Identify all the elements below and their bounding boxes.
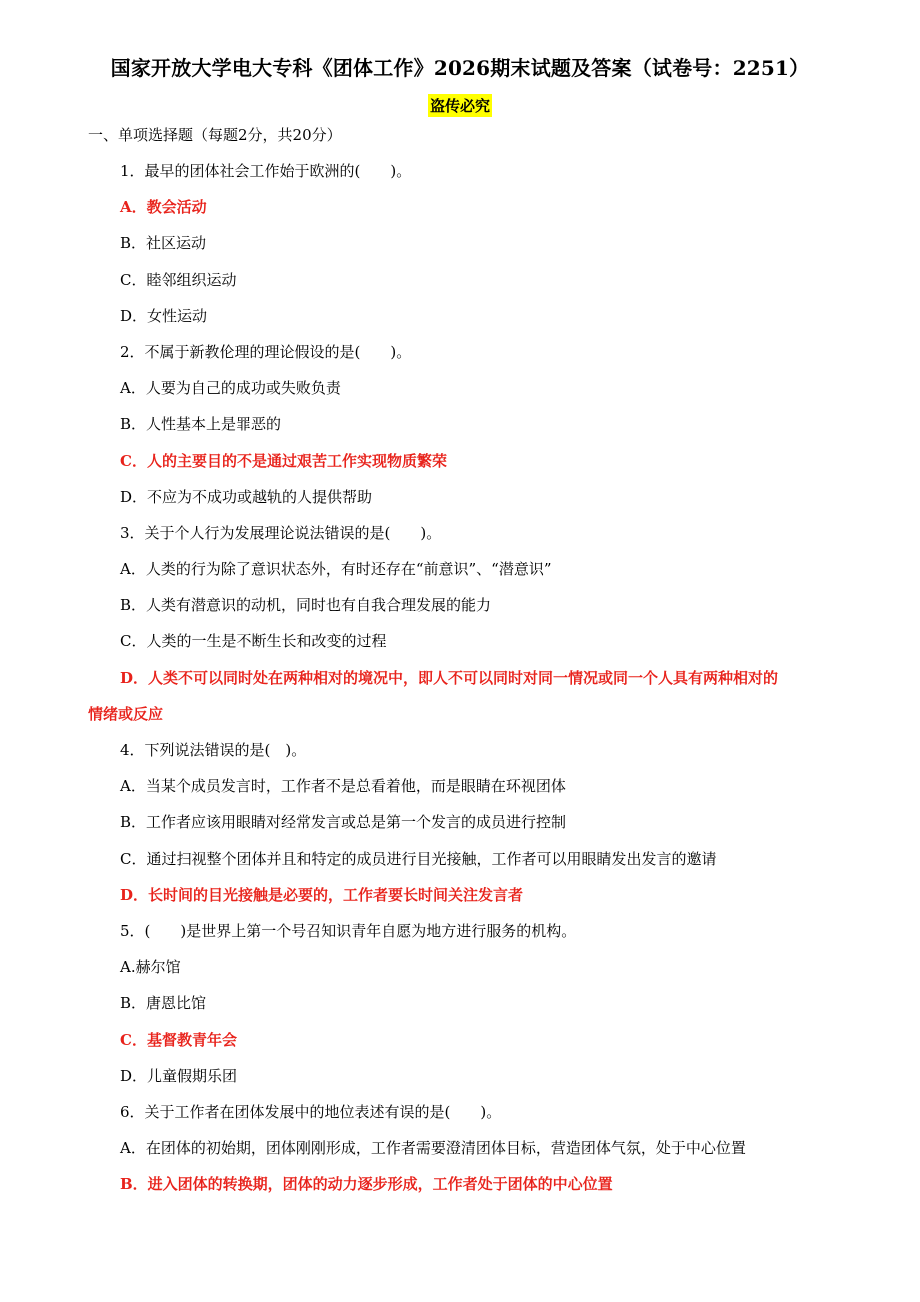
question-line: 4．下列说法错误的是( )。 xyxy=(120,741,307,759)
question-line: B．唐恩比馆 xyxy=(120,994,207,1013)
section-heading: 一、单项选择题（每题2分，共20分） xyxy=(88,126,342,144)
answer-option: C．基督教青年会 xyxy=(120,1030,237,1049)
question-line: A．当某个成员发言时，工作者不是总看着他，而是眼睛在环视团体 xyxy=(120,777,566,796)
question-line: A．人要为自己的成功或失败负责 xyxy=(120,379,341,398)
question-line: 3．关于个人行为发展理论说法错误的是( )。 xyxy=(120,523,442,542)
document-title: 国家开放大学电大专科《团体工作》2026期末试题及答案（试卷号：2251） xyxy=(110,56,810,80)
question-line: 2．不属于新教伦理的理论假设的是( )。 xyxy=(120,342,412,361)
question-line: D．女性运动 xyxy=(120,306,208,325)
answer-option: A．教会活动 xyxy=(120,198,207,217)
question-line: D．不应为不成功或越轨的人提供帮助 xyxy=(120,487,373,506)
question-line: B．人类有潜意识的动机，同时也有自我合理发展的能力 xyxy=(120,596,492,615)
question-line: C．人类的一生是不断生长和改变的过程 xyxy=(120,632,387,651)
question-line: B．社区运动 xyxy=(120,234,207,253)
question-line: B．工作者应该用眼睛对经常发言或总是第一个发言的成员进行控制 xyxy=(120,813,567,832)
answer-option-continued: 情绪或反应 xyxy=(88,704,164,723)
answer-option: B．进入团体的转换期，团体的动力逐步形成，工作者处于团体的中心位置 xyxy=(120,1175,613,1194)
question-line: D．儿童假期乐团 xyxy=(120,1066,238,1085)
answer-option: D．长时间的目光接触是必要的，工作者要长时间关注发言者 xyxy=(120,885,524,904)
watermark-label: 盗传必究 xyxy=(428,94,492,117)
question-list xyxy=(0,160,920,1209)
answer-option: D．人类不可以同时处在两种相对的境况中，即人不可以同时对同一情况或同一个人具有两种相对的 xyxy=(120,668,779,687)
question-line: B．人性基本上是罪恶的 xyxy=(120,415,282,434)
question-line: C．睦邻组织运动 xyxy=(120,270,237,289)
question-line: 1．最早的团体社会工作始于欧洲的( )。 xyxy=(120,162,412,180)
question-line: C．通过扫视整个团体并且和特定的成员进行目光接触，工作者可以用眼睛发出发言的邀请 xyxy=(120,849,717,868)
question-line: A．人类的行为除了意识状态外，有时还存在“前意识”、“潜意识” xyxy=(120,560,552,579)
watermark-container xyxy=(0,94,920,117)
question-line: 5．( )是世界上第一个号召知识青年自愿为地方进行服务的机构。 xyxy=(120,921,577,940)
question-line: 6．关于工作者在团体发展中的地位表述有误的是( )。 xyxy=(120,1102,502,1121)
answer-option: C．人的主要目的不是通过艰苦工作实现物质繁荣 xyxy=(120,451,447,470)
question-line: A．在团体的初始期，团体刚刚形成，工作者需要澄清团体目标，营造团体气氛，处于中心位置 xyxy=(120,1139,746,1158)
question-line: A.赫尔馆 xyxy=(120,958,181,977)
